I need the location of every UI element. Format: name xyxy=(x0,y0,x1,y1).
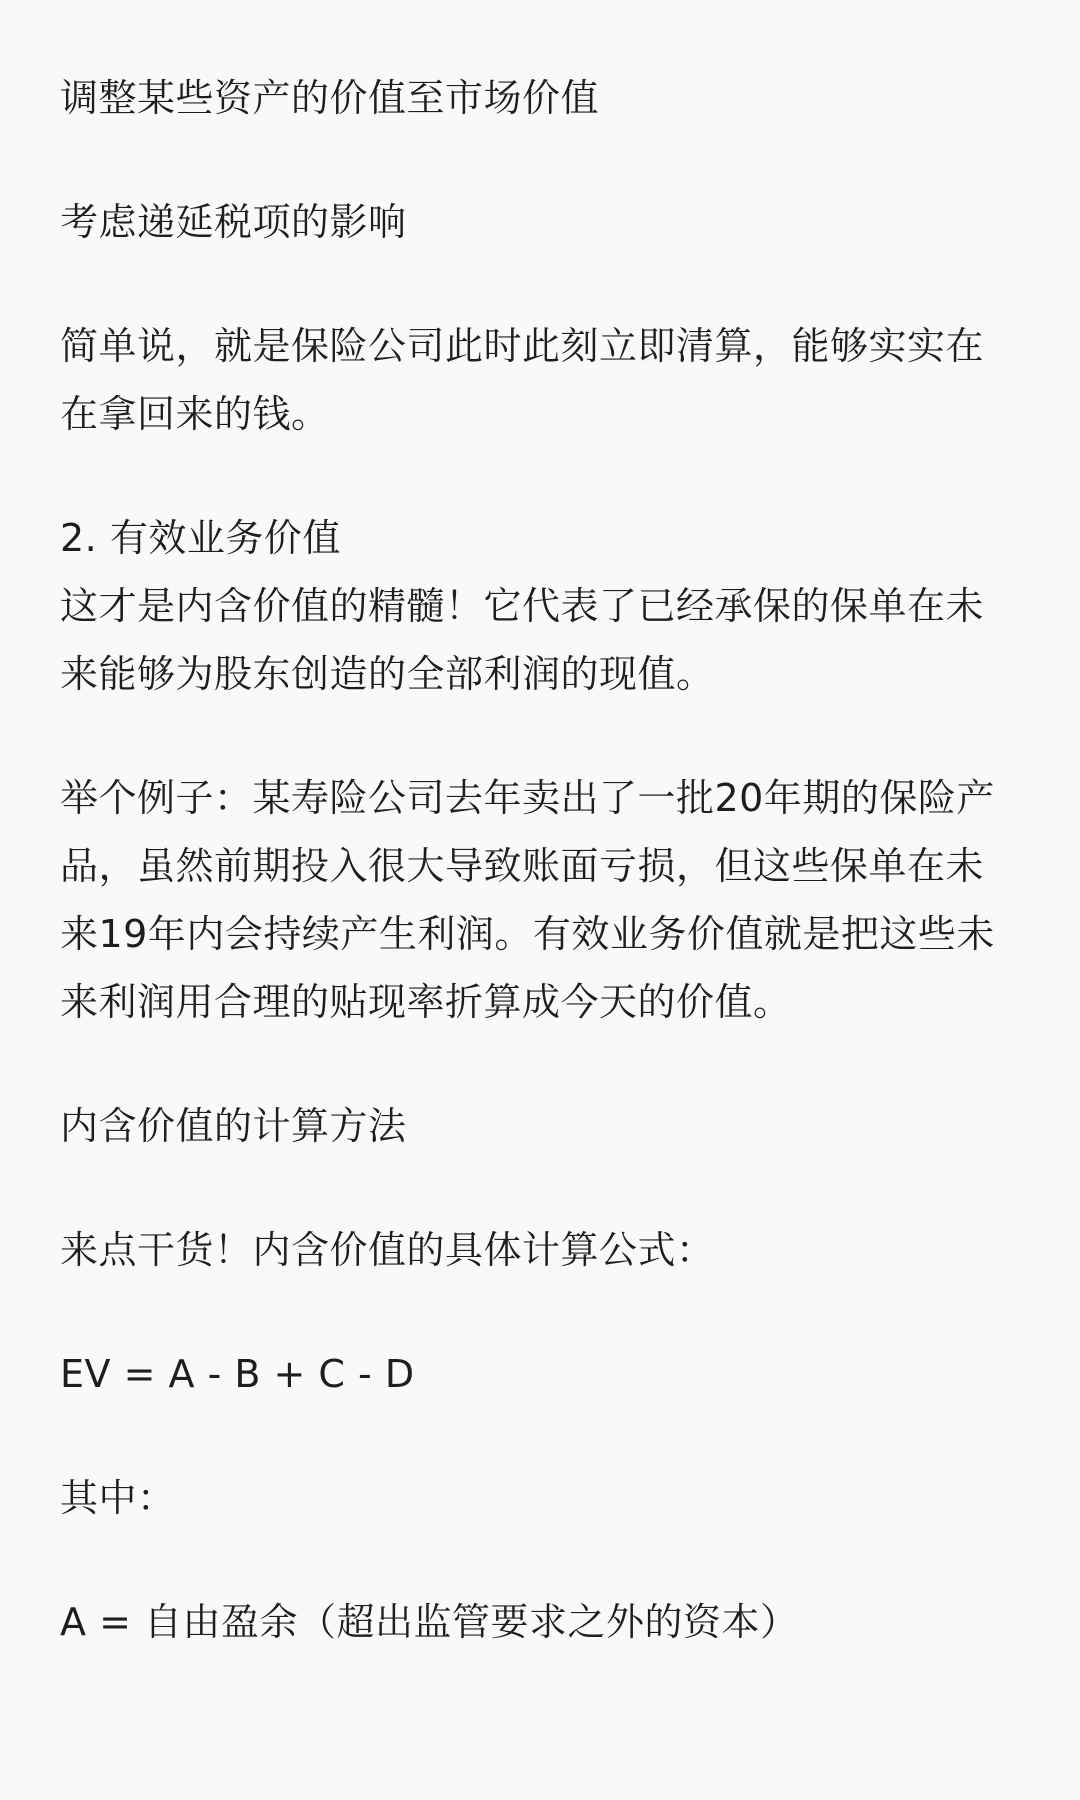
paragraph-example: 举个例子：某寿险公司去年卖出了一批20年期的保险产品，虽然前期投入很大导致账面亏损，但这些保单在未来19年内会持续产生利润。有效业务价值就是把这些未来利润用合理的贴现率折算成今天的价值。 xyxy=(60,776,995,1024)
paragraph-market-value: 调整某些资产的价值至市场价值 xyxy=(60,76,600,120)
paragraph-deferred-tax: 考虑递延税项的影响 xyxy=(60,200,407,244)
definition-a-free-surplus: A = 自由盈余（超出监管要求之外的资本） xyxy=(60,1600,799,1644)
paragraph-simple-explanation: 简单说，就是保险公司此时此刻立即清算，能够实实在在拿回来的钱。 xyxy=(60,324,985,436)
paragraph-formula-intro: 来点干货！内含价值的具体计算公式： xyxy=(60,1228,715,1272)
paragraph-in-force-definition: 这才是内含价值的精髓！它代表了已经承保的保单在未来能够为股东创造的全部利润的现值。 xyxy=(60,584,985,696)
section-heading-calculation: 内含价值的计算方法 xyxy=(60,1104,407,1148)
paragraph-where: 其中： xyxy=(60,1476,176,1520)
section-heading-in-force-value: 2. 有效业务价值 xyxy=(60,516,341,560)
formula-ev: EV = A - B + C - D xyxy=(60,1352,415,1396)
